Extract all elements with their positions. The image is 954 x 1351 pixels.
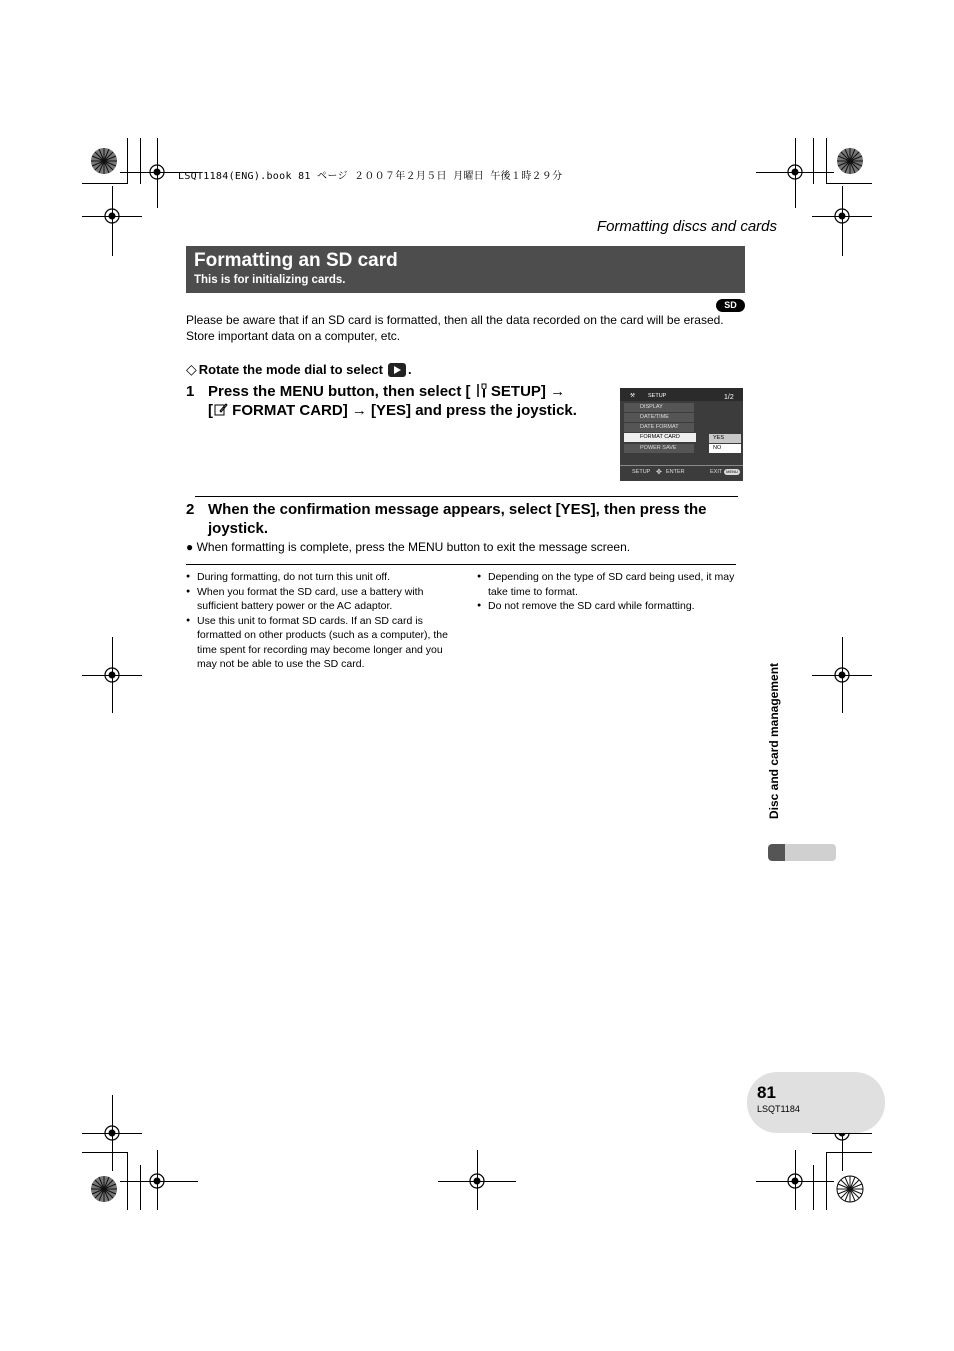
- page-subtitle: This is for initializing cards.: [194, 274, 346, 286]
- sunburst-mark-icon: [90, 1175, 118, 1203]
- sd-badge: SD: [716, 299, 745, 312]
- crosshair-icon: [784, 161, 806, 183]
- chapter-side-tab: [766, 646, 782, 836]
- step-1-part-b: SETUP] →: [490, 383, 566, 400]
- diamond-icon: ◇: [186, 361, 197, 377]
- screen-footer-setup: SETUP: [632, 469, 651, 475]
- divider: [186, 564, 736, 565]
- crosshair-icon: [101, 1122, 123, 1144]
- joystick-icon: ✥: [656, 469, 662, 476]
- step-1-part-c: [: [208, 402, 213, 419]
- chapter-label: Disc and card management: [767, 662, 781, 820]
- notes-right: [477, 570, 737, 614]
- file-info-header: LSQT1184(ENG).book 81 ページ ２００７年２月５日 月曜日 午後１時２９分: [178, 171, 563, 182]
- prep-instruction: [186, 361, 412, 378]
- prep-text: Rotate the mode dial to select: [198, 362, 383, 377]
- crosshair-icon: [831, 205, 853, 227]
- page-title: Formatting an SD card: [194, 250, 398, 271]
- screen-menu-item: DISPLAY: [624, 403, 694, 412]
- step-1: [186, 382, 616, 422]
- note-item: ● During formatting, do not turn this unit off.: [186, 570, 451, 585]
- screen-option-no: NO: [709, 444, 741, 453]
- intro-text: Please be aware that if an SD card is formatted, then all the data recorded on the card will be erased. Store important data on a computer, etc.: [186, 313, 724, 343]
- setup-tools-icon: ⚒: [630, 393, 635, 399]
- model-code: LSQT1184: [757, 1104, 800, 1114]
- format-card-icon: [213, 402, 228, 417]
- playback-mode-icon: [388, 363, 406, 377]
- note-item: ● When you format the SD card, use a battery with sufficient battery power or the AC adaptor.: [186, 585, 451, 614]
- note-item: ● Depending on the type of SD card being used, it may take time to format.: [477, 570, 737, 599]
- screen-option-yes: YES: [709, 434, 741, 443]
- screen-footer-enter: ENTER: [666, 469, 685, 475]
- crosshair-icon: [466, 1170, 488, 1192]
- note-item: ● Use this unit to format SD cards. If an SD card is formatted on other products (such as a computer), the time spent for recording may become longer and you may not be able to use the SD card.: [186, 614, 451, 672]
- title-bar: [186, 246, 745, 293]
- page-number: 81: [757, 1083, 776, 1102]
- step-2: [186, 500, 746, 540]
- crosshair-icon: [101, 664, 123, 686]
- crosshair-icon: [101, 205, 123, 227]
- screen-menu-item: DATE FORMAT: [624, 423, 694, 432]
- prep-end: .: [407, 362, 412, 377]
- chapter-progress-fill: [768, 844, 785, 861]
- step-1-text: [208, 382, 577, 420]
- step-2-note: ● When formatting is complete, press the MENU button to exit the message screen.: [186, 540, 631, 554]
- screen-title: SETUP: [648, 393, 667, 399]
- screen-menu-item: POWER SAVE: [624, 444, 694, 453]
- note-item: ● Do not remove the SD card while formatting.: [477, 599, 737, 614]
- chapter-progress: [768, 844, 836, 861]
- section-title: Formatting discs and cards: [596, 218, 777, 235]
- step-number: 1: [186, 383, 195, 400]
- divider: [195, 496, 738, 497]
- screen-menu-item: DATE/TIME: [624, 413, 694, 422]
- step-number: 2: [186, 501, 195, 518]
- screen-footer-exit: EXIT: [710, 469, 723, 475]
- sunburst-mark-icon: [836, 1175, 864, 1203]
- sunburst-mark-icon: [836, 147, 864, 175]
- screen-page: 1/2: [724, 394, 734, 401]
- setup-tools-icon: [475, 383, 487, 398]
- menu-button-icon: MENU: [724, 469, 740, 475]
- setup-menu-screen: [620, 388, 743, 481]
- step-1-part-a: Press the MENU button, then select [: [208, 383, 471, 400]
- crosshair-icon: [146, 1170, 168, 1192]
- crosshair-icon: [146, 161, 168, 183]
- notes-left: [186, 570, 451, 672]
- screen-menu-item-selected: FORMAT CARD: [624, 433, 696, 442]
- crosshair-icon: [784, 1170, 806, 1192]
- sunburst-mark-icon: [90, 147, 118, 175]
- crosshair-icon: [831, 664, 853, 686]
- step-1-part-d: FORMAT CARD] → [YES] and press the joystick.: [232, 402, 577, 419]
- step-2-text: When the confirmation message appears, select [YES], then press the joystick.: [208, 501, 707, 537]
